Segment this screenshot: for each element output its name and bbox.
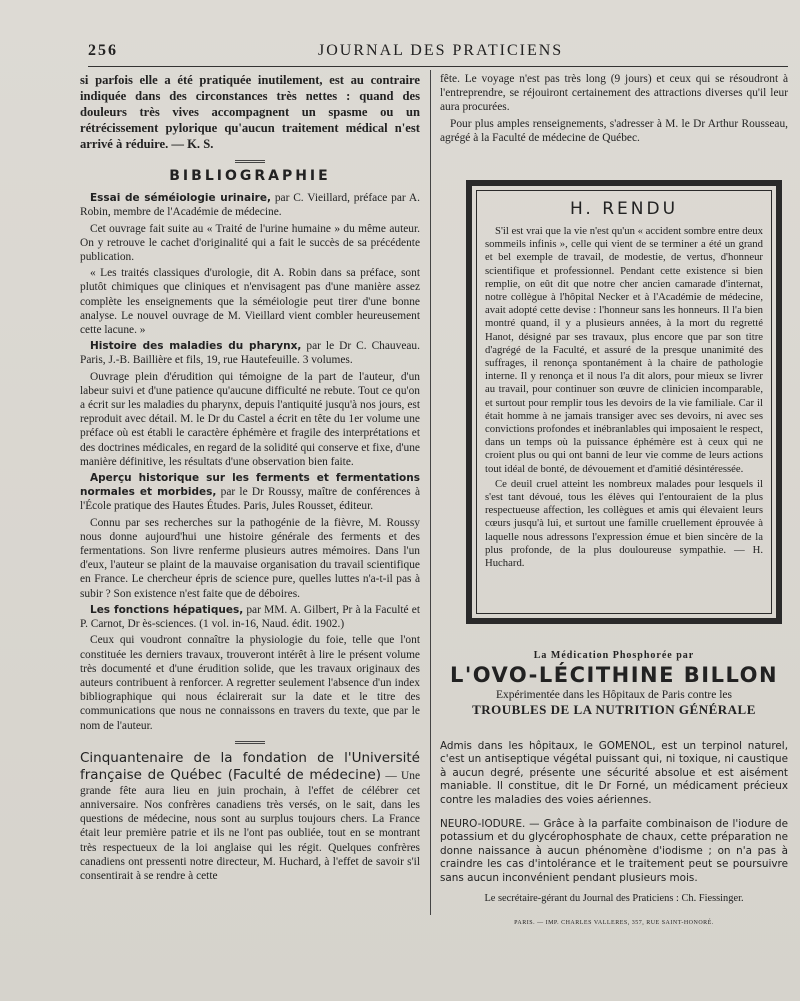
obituary-paragraph-2: Ce deuil cruel atteint les nombreux malades pour lesquels il s'est tant dévoué, tous les élèves qui l'entouraient de la plus respectueuse affection, les collègues et amis qui élevaient leurs cœurs jusqu'à lui, et surtout une famille cruellement éprouvée à laquelle nous adressons l'expression émue et bien sincère de la plus profonde, de la plus douloureuse sympathie. — H. Huchard. xyxy=(485,477,763,570)
bib-entry-1-text: Cet ouvrage fait suite au « Traité de l'urine humaine » du même auteur. On y retrouve le cachet d'originalité qui a fait le succès de sa précédente publication. xyxy=(80,222,420,264)
advertisement-ovo-lecithine xyxy=(440,650,788,718)
obituary-paragraph-1: S'il est vrai que la vie n'est qu'un « accident sombre entre deux sommeils infinis », celle qui vient de se terminer a été un grand et bel exemple de travail, de modestie, de vertus, d'honneur scientifique et professionnel. Pendant cette existence si bien remplie, on eût dit que notre cher ancien camarade d'internat, notre collègue à l'hôpital Necker et à l'Académie de médecine, avait adopté cette devise : l'honneur sans les honneurs. Il l'a bien montré quand, il y a plusieurs années, à la mort du regretté Hanot, désigné par ses travaux, plus encore que par son titre d'agrégé de la Faculté, et assuré de la presque unanimité des suffrages, il renonça spontanément à la chaire de pathologie interne. Il y renonça et il nous l'a dit alors, pour mieux se livrer au travail, pour continuer son œuvre de clinicien incomparable, et surtout pour remplir tous les devoirs de la vie familiale. Car il était homme à ne jamais transiger avec ses devoirs, ni avec ses convictions profondes et inébranlables qui imposaient le respect, dans un temps où la puissance éphémère est à ceux qui ne croient plus ou qui ont banni de leur vie comme de leurs actions tout idéal de bonté, de dévouement et d'amitié désintéressée. xyxy=(485,225,763,475)
separator xyxy=(235,160,265,163)
section-title: BIBLIOGRAPHIE xyxy=(169,168,331,184)
ad-line-1: La Médication Phosphorée par xyxy=(533,650,695,661)
separator xyxy=(235,741,265,744)
obituary-box xyxy=(466,180,782,624)
gerant-line: Le secrétaire-gérant du Journal des Praticiens : Ch. Fiessinger. xyxy=(484,893,744,904)
ad-line-4: TROUBLES DE LA NUTRITION GÉNÉRALE xyxy=(472,702,756,717)
quebec-continuation: fête. Le voyage n'est pas très long (9 jours) et ceux qui se résoudront à l'entreprendre, se réjouiront certainement des attractions diverses qu'il leur aura procurées. xyxy=(440,73,788,114)
advertisement-neuro-iodure: NEURO-IODURE. — Grâce à la parfaite combinaison de l'iodure de potassium et du glycérophosphate de chaux, cette préparation ne donne naissance à aucun phénomène d'iodisme ; on n'a pas à craindre les cas d'intolérance et le traitement peut se poursuivre sans aucun inconvénient pendant plusieurs mois. xyxy=(440,818,788,884)
bib-entry-3-title: Aperçu historique sur les ferments et fermentations normales et morbides, xyxy=(80,472,420,499)
quebec-contact: Pour plus amples renseignements, s'adresser à M. le Dr Arthur Rousseau, agrégé à la Faculté de médecine de Québec. xyxy=(440,117,788,144)
header-rule xyxy=(88,66,788,67)
printer-line: PARIS. — IMP. CHARLES VALLERES, 357, RUE SAINT-HONORÉ. xyxy=(514,920,714,926)
ad-product-name: L'OVO-LÉCITHINE BILLON xyxy=(449,663,779,687)
bib-entry-4 xyxy=(80,603,420,631)
bib-entry-3-text: Connu par ses recherches sur la pathogénie de la fièvre, M. Roussy nous donne aujourd'hui une histoire générale des ferments et des fermentations. Son livre renferme plusieurs autres mémoires. Dans l'un d'eux, l'auteur se plaint de la mauvaise organisation du travail scientifique en France. Le chercheur épris de science pure, quelles luttes n'a-t-il pas à subir ? Son existence n'est faite que de déboires. xyxy=(80,516,420,600)
quebec-article-text: — Une grande fête aura lieu en juin prochain, à l'effet de célébrer cet anniversaire. Nos confrères canadiens très versés, on le sait, dans les questions de médecine, nous sont au surplus toujours chers. La France était leur première patrie et ils ne l'ont pas oubliée, tout en se montrant très respectueux de la loi anglaise qui les régit. Quelques confrères canadiens ont pressenti notre directeur, M. Huchard, à l'effet de savoir s'il consentirait à se rendre à cette xyxy=(80,769,420,882)
bib-entry-1-title: Essai de séméiologie urinaire, xyxy=(90,192,271,205)
obituary-text xyxy=(485,225,763,572)
bib-entry-4-text: Ceux qui voudront connaître la physiologie du foie, telle que l'ont constituée les derniers travaux, trouveront intérêt à lire le présent volume très documenté et d'une érudition solide, que les travaux originaux des auteurs contribuent à renforcer. A regretter seulement l'absence d'un index bibliographique qui nous éclairerait sur la date et le titre des communications que nous ne connaissons en travers du texte, que par le nom de l'auteur. xyxy=(80,634,420,732)
quebec-article xyxy=(80,750,420,883)
bib-entry-1-meta: par C. Vieillard, préface par A. Robin, membre de l'Académie de médecine. xyxy=(80,192,420,219)
obituary-inner-border xyxy=(476,190,772,614)
bib-entry-2-text: Ouvrage plein d'érudition qui témoigne de la part de l'auteur, d'un labeur suivi et d'une patience qu'aucune difficulté ne rebute. Tout ce qu'on a écrit sur les maladies du pharynx, depuis l'antiquité jusqu'à nos jours, est reproduit avec détail. M. le Dr du Castel a écrit en tête du 1er volume une préface où est établi le caractère éphémère et fragile des interprétations et des doctrines médicales, en regard de la solidité qui conserve et fixe, d'une manière définitive, les résultats d'une observation bien faite. xyxy=(80,370,420,468)
ad-line-3: Expérimentée dans les Hôpitaux de Paris contre les xyxy=(496,689,732,701)
obituary-name: H. RENDU xyxy=(569,199,679,219)
quebec-article-title: Cinquantenaire de la fondation de l'Université française de Québec (Faculté de médecine) xyxy=(80,749,420,783)
journal-title: JOURNAL DES PRATICIENS xyxy=(318,42,564,59)
page-header xyxy=(88,42,778,64)
intro-paragraph: si parfois elle a été pratiquée inutilement, est au contraire indiquée dans des circonstances très nettes : quand des douleurs très vives accompagnent un spasme ou un rétrécissement pylorique qu'aucun traitement médical n'est arrivé à réduire. — K. S. xyxy=(80,73,420,151)
bib-entry-2-title: Histoire des maladies du pharynx, xyxy=(90,340,302,353)
page-number: 256 xyxy=(88,42,118,59)
bib-entry-4-meta: par MM. A. Gilbert, Pr à la Faculté et P. Carnot, Dr ès-sciences. (1 vol. in-16, Naud. édit. 1902.) xyxy=(80,603,420,631)
bib-entry-2 xyxy=(80,339,420,367)
left-column xyxy=(80,72,420,885)
bib-entry-3 xyxy=(80,471,420,514)
advertisement-gomenol: Admis dans les hôpitaux, le GOMENOL, est un terpinol naturel, c'est un antiseptique végétal puissant qui, ni toxique, ni caustique à aucun degré, présente une sécurité absolue et est aisément maniable. Il constitue, dit le Dr Forné, un médicament précieux contre les maladies des voies aériennes. xyxy=(440,740,788,806)
bib-entry-1-quote: « Les traités classiques d'urologie, dit A. Robin dans sa préface, sont plutôt chimiques que cliniques et n'envisagent pas d'une manière assez complète les enseignements que la séméiologie peut tirer d'une bonne analyse. Le nouvel ouvrage de M. Vieillard vient combler heureusement cette lacune. » xyxy=(80,267,420,337)
bib-entry-2-meta: par le Dr C. Chauveau. Paris, J.-B. Baillière et fils, 19, rue Hautefeuille. 3 volumes. xyxy=(80,340,420,367)
right-column xyxy=(440,72,788,147)
bib-entry-1 xyxy=(80,191,420,219)
column-divider xyxy=(430,70,431,915)
bib-entry-3-meta: par le Dr Roussy, maître de conférences à l'École pratique des Hautes Études. Paris, Jules Rousset, éditeur. xyxy=(80,486,421,513)
bib-entry-4-title: Les fonctions hépatiques, xyxy=(90,603,244,616)
